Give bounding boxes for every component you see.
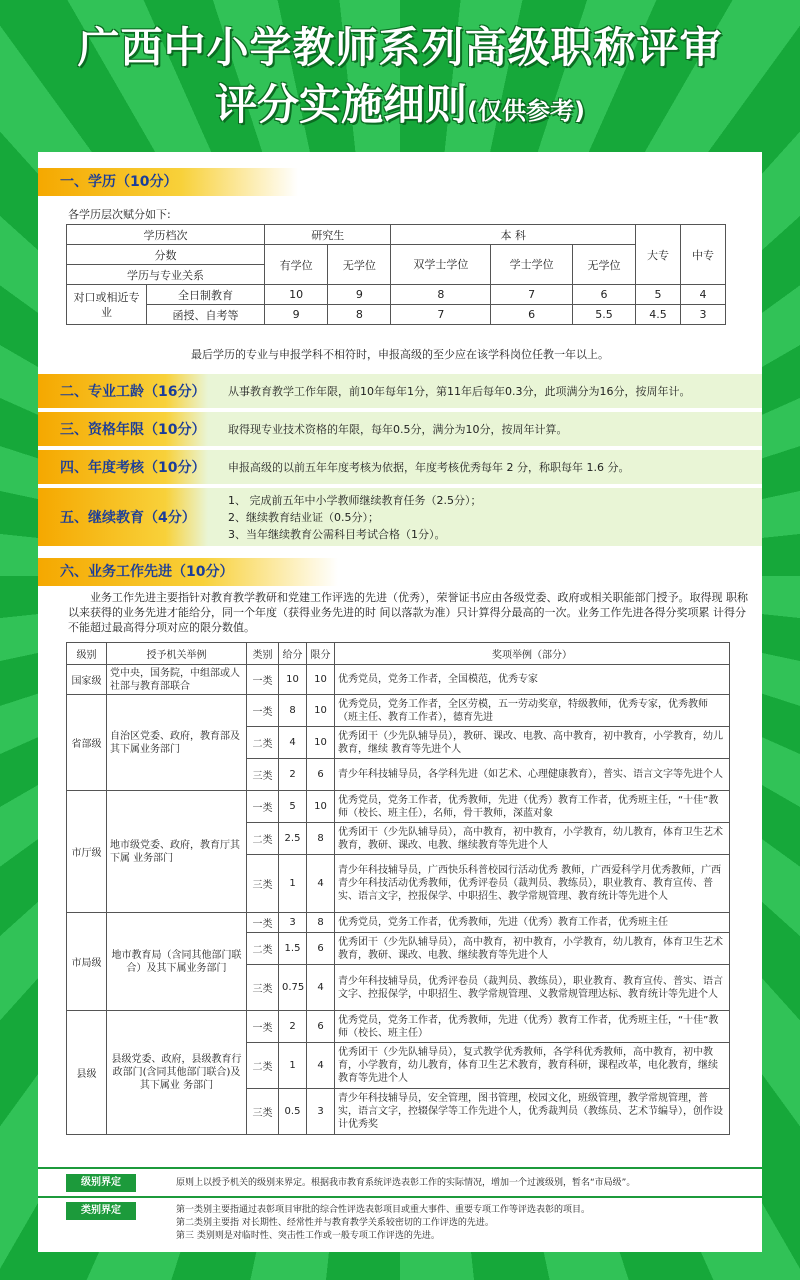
section-1-intro: 各学历层次赋分如下: (68, 208, 171, 221)
section-1-note: 最后学历的专业与申报学科不相符时，申报高级的至少应在该学科岗位任教一年以上。 (191, 348, 609, 361)
cell: 5 (636, 285, 681, 305)
level-cityhall: 市厅级 (67, 791, 107, 913)
level-county: 县级 (67, 1011, 107, 1135)
cell: 6 (491, 305, 573, 325)
section-6-heading: 六、业务工作先进（10分） (38, 558, 338, 586)
h-dual: 双学士学位 (391, 245, 491, 285)
cell: 10 (265, 285, 328, 305)
org-cityhall: 地市级党委、政府，教育厅其下属 业务部门 (107, 791, 247, 913)
score: 1 (279, 855, 307, 913)
cat: 二类 (247, 933, 279, 965)
limit: 10 (307, 791, 335, 823)
level-definition-text: 原则上以授予机关的级别来界定。根据我市教育系统评选表彰工作的实际情况，增加一个过渡级别，暂名“市局级”。 (176, 1178, 636, 1188)
section-4-desc: 申报高级的以前五年年度考核为依据，年度考核优秀每年 2 分，称职每年 1.6 分。 (228, 461, 630, 474)
cat: 一类 (247, 695, 279, 727)
th-examples: 奖项举例（部分） (335, 643, 730, 665)
cell: 8 (328, 305, 391, 325)
examples: 优秀党员，党务工作者，全区劳模，五一劳动奖章，特级教师，优秀专家，优秀教师（班主任、教育工作者），德育先进 (335, 695, 730, 727)
cat: 一类 (247, 665, 279, 695)
category-definition-text (176, 1204, 756, 1243)
examples: 优秀党员，党务工作者，优秀教师，先进（优秀）教育工作者，优秀班主任，“十佳”教师（校长、班主任） (335, 1011, 730, 1043)
examples: 优秀团干（少先队辅导员），高中教育，初中教育，小学教育，幼儿教育，体育卫生艺术教育，教研、课改、电教、继续教育等先进个人 (335, 823, 730, 855)
cell: 8 (391, 285, 491, 305)
cat: 一类 (247, 791, 279, 823)
cell: 5.5 (572, 305, 635, 325)
examples: 优秀党员，党务工作者，全国模范，优秀专家 (335, 665, 730, 695)
limit: 10 (307, 665, 335, 695)
section-4-label: 四、年度考核（10分） (38, 450, 208, 484)
footer-divider-1 (38, 1167, 762, 1169)
cat: 三类 (247, 855, 279, 913)
score: 8 (279, 695, 307, 727)
h-bachdeg: 学士学位 (491, 245, 573, 285)
corr-label: 函授、自考等 (147, 305, 265, 325)
section-5-item-3: 3、当年继续教育公需科目考试合格（1分）。 (228, 527, 446, 541)
section-5-label: 五、继续教育（4分） (38, 488, 208, 546)
examples: 青少年科技辅导员，广西快乐科普校园行活动优秀 教师，广西爱科学月优秀教师，广西青少年科技活动优秀教师，优秀评卷员（裁判员、教练员），职业教育、教育宣传、普实、语言文字，控报保学、中职招生、教学常规管理、教育统计等先进个人 (335, 855, 730, 913)
h-junior: 大专 (636, 225, 681, 285)
limit: 4 (307, 1043, 335, 1089)
section-5-item-2: 2、继续教育结业证（0.5分）； (228, 510, 379, 524)
score: 1 (279, 1043, 307, 1089)
cat: 三类 (247, 759, 279, 791)
cell: 4.5 (636, 305, 681, 325)
score: 0.5 (279, 1089, 307, 1135)
cat: 一类 (247, 913, 279, 933)
score: 4 (279, 727, 307, 759)
level-definition-tag: 级别界定 (66, 1174, 136, 1192)
rel-label: 对口或相近专业 (67, 285, 147, 325)
limit: 6 (307, 933, 335, 965)
examples: 青少年科技辅导员，优秀评卷员（裁判员、教练员），职业教育、教育宣传、普实、语言文字、控报保学，中职招生、教学常规管理、义教常规管理达标、教育统计等先进个人 (335, 965, 730, 1011)
level-province: 省部级 (67, 695, 107, 791)
cat: 三类 (247, 1089, 279, 1135)
limit: 3 (307, 1089, 335, 1135)
limit: 10 (307, 695, 335, 727)
fulltime-label: 全日制教育 (147, 285, 265, 305)
category-def-3: 第三 类别则是对临时性、突击性工作或一般专项工作评选的先进。 (176, 1231, 440, 1241)
section-3-label: 三、资格年限（10分） (38, 412, 208, 446)
title-note: (仅供参考) (467, 97, 585, 125)
th-org: 授予机关举例 (107, 643, 247, 665)
cell: 3 (681, 305, 726, 325)
score: 10 (279, 665, 307, 695)
footer-divider-2 (38, 1196, 762, 1198)
section-3-band (38, 412, 762, 446)
section-5-desc (228, 488, 754, 546)
limit: 8 (307, 913, 335, 933)
th-score: 给分 (279, 643, 307, 665)
category-def-2: 第二类别主要指 对长期性、经常性并与教育教学关系较密切的工作评选的先进。 (176, 1218, 494, 1228)
section-3-desc: 取得现专业技术资格的年限，每年0.5分，满分为10分，按周年计算。 (228, 423, 568, 436)
cell: 4 (681, 285, 726, 305)
cat: 三类 (247, 965, 279, 1011)
section-6-paragraph: 业务工作先进主要指针对教育教学教研和党建工作评选的先进（优秀），荣誉证书应由各级党委、政府或相关职能部门授予。取得现 职称以来获得的业务先进才能给分，同一个年度（获得业务先进的时 间以落款为准）只计算得分最高的一次。业务工作先进各得分奖项累 计得分不能超过最高得分项对应的限分数值。 (68, 591, 748, 634)
score: 5 (279, 791, 307, 823)
examples: 优秀团干（少先队辅导员），高中教育，初中教育，小学教育，幼儿教育，体育卫生艺术教育，教研、课改、电教、继续教育等先进个人 (335, 933, 730, 965)
examples: 优秀党员，党务工作者，优秀教师，先进（优秀）教育工作者，优秀班主任，“十佳”教师（校长、班主任），名师，骨干教师，深蓝对象 (335, 791, 730, 823)
th-level: 级别 (67, 643, 107, 665)
category-def-1: 第一类别主要指通过表彰项目审批的综合性评选表彰项目或重大事件、重要专项工作等评选表彰的项目。 (176, 1205, 591, 1215)
h-tech: 中专 (681, 225, 726, 285)
examples: 青少年科技辅导员，安全管理，图书管理，校园文化，班级管理，教学常规管理，普实，语言文字，控辍保学等工作先进个人，优秀裁判员（教练员、艺术节编导），创作设计优秀奖 (335, 1089, 730, 1135)
limit: 4 (307, 855, 335, 913)
cell: 6 (572, 285, 635, 305)
content-panel (38, 152, 762, 1252)
level-citybureau: 市局级 (67, 913, 107, 1011)
org-citybureau: 地市教育局（含同其他部门联合）及其下属业务部门 (107, 913, 247, 1011)
limit: 4 (307, 965, 335, 1011)
cat: 一类 (247, 1011, 279, 1043)
cat: 二类 (247, 823, 279, 855)
examples: 优秀团干（少先队辅导员），教研、课改、电教、高中教育，初中教育，小学教育，幼儿教育，继续 教育等先进个人 (335, 727, 730, 759)
score: 2 (279, 759, 307, 791)
h-score: 分数 (67, 245, 265, 265)
title-line-1: 广西中小学教师系列高级职称评审 (77, 23, 723, 72)
section-1-heading: 一、学历（10分） (38, 168, 298, 196)
cell: 7 (391, 305, 491, 325)
cat: 二类 (247, 1043, 279, 1089)
h-bachnodeg: 无学位 (572, 245, 635, 285)
score: 2 (279, 1011, 307, 1043)
title-line-2-main: 评分实施细则 (215, 80, 468, 129)
score: 0.75 (279, 965, 307, 1011)
title-line-2 (0, 78, 800, 138)
th-limit: 限分 (307, 643, 335, 665)
cell: 9 (265, 305, 328, 325)
section-5-band (38, 488, 762, 546)
examples: 优秀党员，党务工作者，优秀教师，先进（优秀）教育工作者，优秀班主任 (335, 913, 730, 933)
score: 1.5 (279, 933, 307, 965)
score: 3 (279, 913, 307, 933)
org-county: 县级党委、政府，县级教育行政部门(含同其他部门联合)及其下属业 务部门 (107, 1011, 247, 1135)
page-title (0, 22, 800, 138)
section-2-band (38, 374, 762, 408)
limit: 10 (307, 727, 335, 759)
limit: 8 (307, 823, 335, 855)
org-national: 党中央，国务院，中组部或人社部与教育部联合 (107, 665, 247, 695)
limit: 6 (307, 1011, 335, 1043)
section-5-item-1: 1、 完成前五年中小学教师继续教育任务（2.5分）； (228, 493, 482, 507)
category-definition-tag: 类别界定 (66, 1202, 136, 1220)
score: 2.5 (279, 823, 307, 855)
limit: 6 (307, 759, 335, 791)
h-bach: 本 科 (391, 225, 636, 245)
h-deg: 有学位 (265, 245, 328, 285)
cell: 9 (328, 285, 391, 305)
org-province: 自治区党委、政府，教育部及其下属业务部门 (107, 695, 247, 791)
cat: 二类 (247, 727, 279, 759)
section-2-label: 二、专业工龄（16分） (38, 374, 208, 408)
level-national: 国家级 (67, 665, 107, 695)
education-score-table (66, 224, 726, 325)
awards-table (66, 642, 730, 1135)
examples: 青少年科技辅导员，各学科先进（如艺术、心理健康教育），普实、语言文字等先进个人 (335, 759, 730, 791)
h-relation: 学历与专业关系 (67, 265, 265, 285)
examples: 优秀团干（少先队辅导员），复式教学优秀教师，各学科优秀教师，高中教育，初中教育，小学教育，幼儿教育，体育卫生艺术教育，教育科研，课程改革，电化教育，继续教育等先进个人 (335, 1043, 730, 1089)
section-2-desc: 从事教育教学工作年限，前10年每年1分，第11年后每年0.3分，此项满分为16分，按周年计。 (228, 385, 691, 398)
h-nodeg: 无学位 (328, 245, 391, 285)
th-cat: 类别 (247, 643, 279, 665)
section-4-band (38, 450, 762, 484)
h-level: 学历档次 (67, 225, 265, 245)
h-grad: 研究生 (265, 225, 391, 245)
cell: 7 (491, 285, 573, 305)
